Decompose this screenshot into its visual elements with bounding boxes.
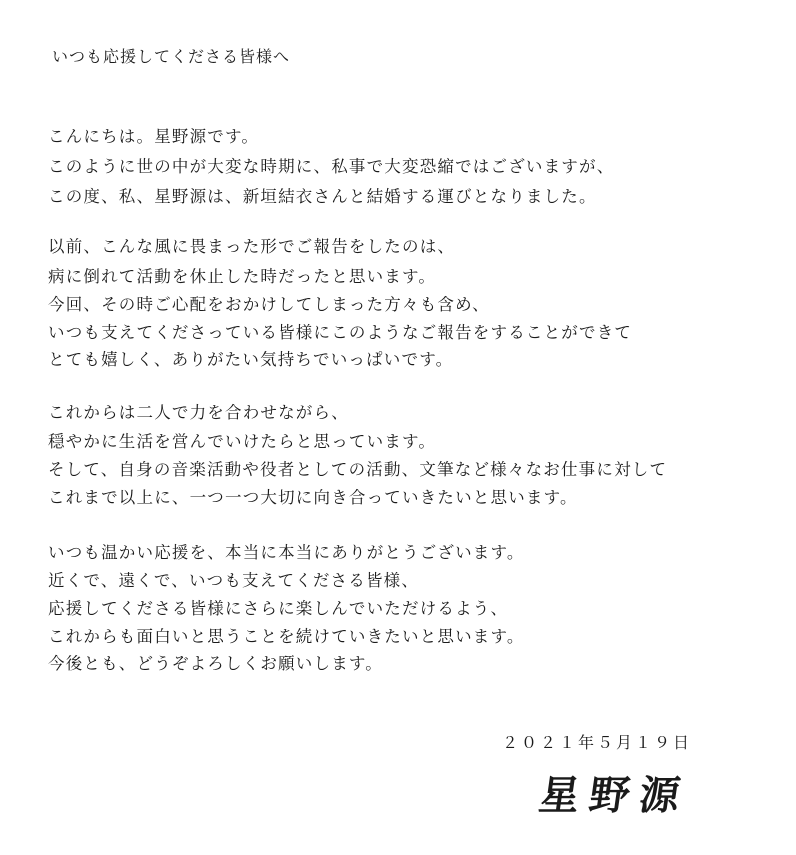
paragraph-2-line-3: 今回、その時ご心配をおかけしてしまった方々も含め、 (48, 295, 490, 314)
paragraph-3-line-3: そして、自身の音楽活動や役者としての活動、文筆など様々なお仕事に対して (48, 460, 668, 479)
paragraph-3-line-4: これまで以上に、一つ一つ大切に向き合っていきたいと思います。 (48, 488, 578, 507)
paragraph-3-line-2: 穏やかに生活を営んでいけたらと思っています。 (48, 432, 437, 451)
salutation: いつも応援してくださる皆様へ (52, 47, 291, 66)
paragraph-2-line-2: 病に倒れて活動を休止した時だったと思います。 (48, 267, 437, 286)
letter-date: ２０２１年５月１９日 (501, 733, 692, 752)
paragraph-4-line-1: いつも温かい応援を、本当に本当にありがとうございます。 (48, 543, 525, 562)
paragraph-2-line-5: とても嬉しく、ありがたい気持ちでいっぱいです。 (48, 350, 454, 369)
paragraph-2-line-1: 以前、こんな風に畏まった形でご報告をしたのは、 (48, 237, 456, 256)
signature: 星野源 (536, 772, 693, 819)
paragraph-2-line-4: いつも支えてくださっている皆様にこのようなご報告をすることができて (48, 323, 633, 342)
paragraph-4-line-4: これからも面白いと思うことを続けていきたいと思います。 (48, 627, 525, 646)
paragraph-4-line-2: 近くで、遠くで、いつも支えてくださる皆様、 (48, 571, 420, 590)
paragraph-1-line-2: このように世の中が大変な時期に、私事で大変恐縮ではございますが、 (48, 157, 615, 176)
paragraph-4-line-5: 今後とも、どうぞよろしくお願いします。 (48, 654, 383, 673)
paragraph-1-line-1: こんにちは。星野源です。 (48, 127, 260, 146)
paragraph-1-line-3: この度、私、星野源は、新垣結衣さんと結婚する運びとなりました。 (48, 187, 597, 206)
paragraph-3-line-1: これからは二人で力を合わせながら、 (48, 403, 349, 422)
paragraph-4-line-3: 応援してくださる皆様にさらに楽しんでいただけるよう、 (48, 599, 509, 618)
